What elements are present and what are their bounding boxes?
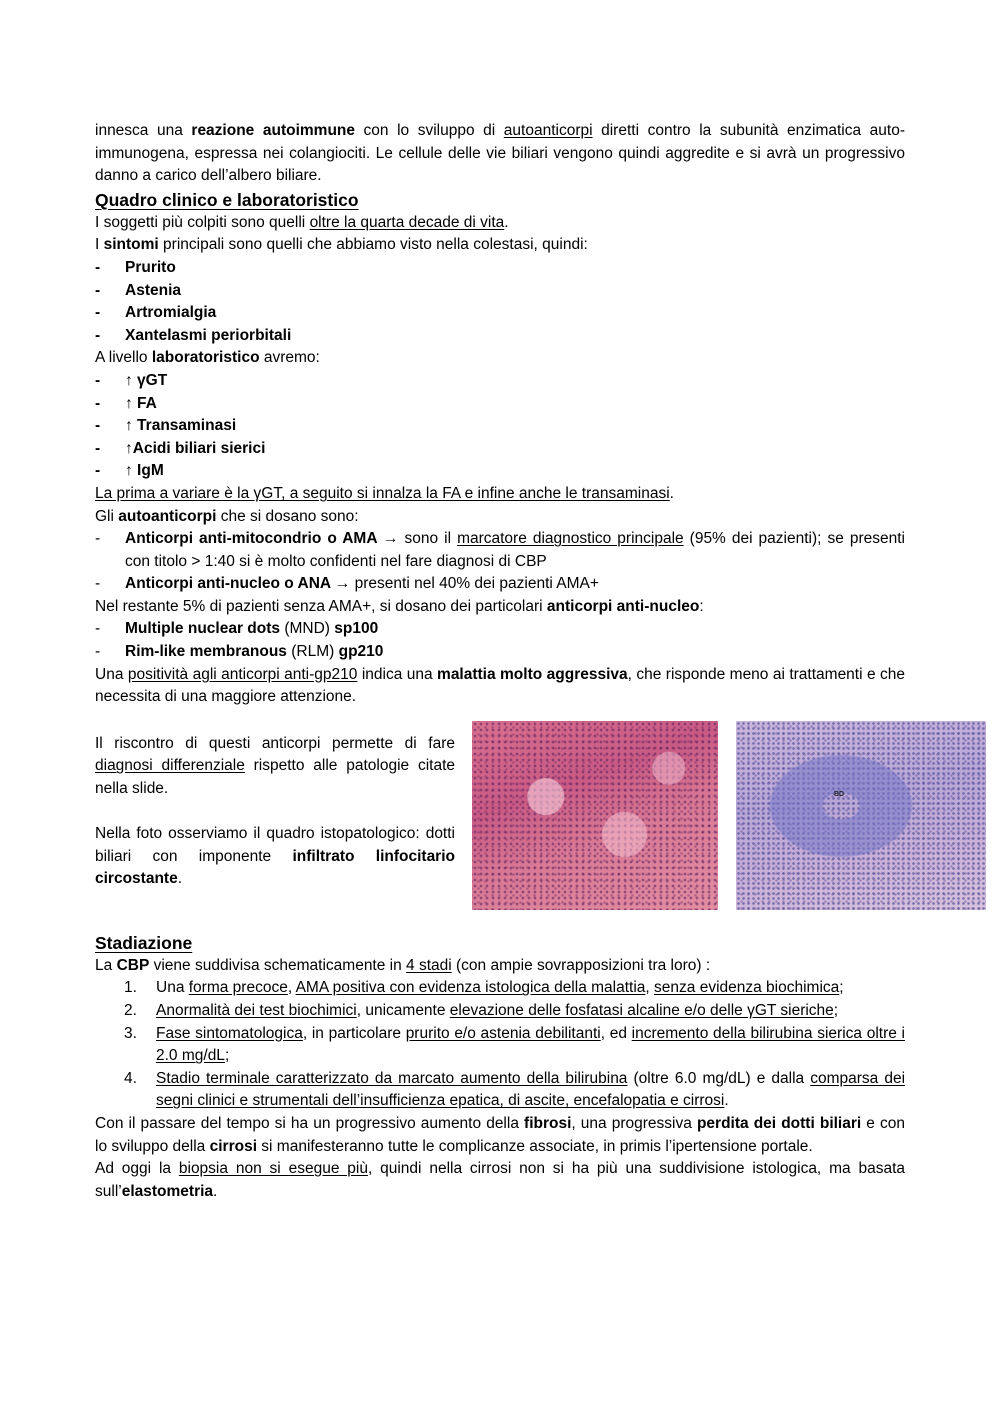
text: I soggetti più colpiti sono quelli	[95, 213, 310, 231]
text: , che risponde meno ai trattamenti e che necessita di una maggiore attenzione.	[95, 665, 906, 706]
list-number: 3.	[124, 1024, 137, 1042]
intro-paragraph	[95, 120, 905, 188]
anti-nucleo-list	[95, 618, 905, 663]
arrow-right-icon: →	[330, 575, 355, 593]
paragraph	[95, 664, 905, 709]
figure-caption	[95, 733, 455, 891]
list-item	[95, 528, 905, 573]
bold-text: malattia molto aggressiva	[437, 665, 628, 683]
paragraph	[95, 823, 455, 891]
bold-text: Multiple nuclear dots	[125, 620, 281, 638]
text: Con il passare del tempo si ha un progressivo aumento della	[95, 1115, 525, 1132]
text: Ad oggi la	[95, 1160, 179, 1178]
underlined-text: biopsia non si esegue più	[178, 1160, 368, 1178]
list-item	[95, 1068, 905, 1113]
underlined-text: Anormalità dei test biochimici	[156, 1002, 357, 1020]
text: , una progressiva	[571, 1115, 697, 1132]
list-item	[95, 977, 905, 1000]
underlined-text: forma precoce	[188, 979, 288, 997]
bile-duct-label: BD	[834, 790, 845, 798]
text: , quindi nella cirrosi non si ha più una suddivisione istologica, ma basata sull’	[95, 1160, 906, 1200]
bold-text: gp210	[338, 643, 384, 661]
text: e con lo sviluppo della	[95, 1115, 905, 1155]
list-item	[95, 573, 905, 596]
text: ,	[645, 979, 655, 997]
paragraph	[95, 955, 905, 978]
text: I	[95, 236, 104, 254]
underlined-text: diagnosi differenziale	[95, 757, 245, 775]
underlined-text: Stadio terminale caratterizzato da marcato aumento della bilirubina	[156, 1069, 628, 1087]
arrow-right-icon: →	[376, 530, 405, 548]
list-item: - ↑ IgM	[95, 460, 905, 483]
text: ,	[287, 979, 296, 997]
paragraph	[95, 212, 905, 235]
lab-list	[95, 370, 905, 483]
list-item: - ↑ Transaminasi	[95, 415, 905, 438]
text: .	[504, 213, 509, 231]
bold-text: Anticorpi anti-nucleo o ANA	[125, 575, 331, 593]
text: , ed	[600, 1024, 632, 1042]
list-number: 4.	[124, 1069, 137, 1087]
text: rispetto alle patologie citate nella slide.	[95, 757, 455, 798]
underlined-text: positività agli anticorpi anti-gp210	[127, 665, 358, 683]
list-item: - Astenia	[95, 280, 905, 303]
text: si manifesteranno tutte le complicanze associate, in primis l’ipertensione portale.	[257, 1137, 813, 1155]
text: Una	[95, 665, 128, 683]
text: (95% dei pazienti); se presenti con titolo > 1:40 si è molto confidenti nel fare diagnosi di CBP	[125, 530, 906, 570]
text: Gli	[95, 507, 119, 525]
text: Nella foto osserviamo il quadro istopatologico: dotti biliari con imponente	[95, 825, 455, 865]
bold-text: sintomi	[103, 236, 159, 254]
underlined-text: oltre la quarta decade di vita	[309, 213, 505, 231]
document-page	[95, 120, 905, 1203]
text: (RLM)	[286, 643, 339, 661]
bold-text: CBP	[116, 956, 150, 974]
intro-underline: autoanticorpi	[503, 122, 593, 139]
underlined-text: prurito e/o astenia debilitanti	[405, 1024, 601, 1042]
text: La	[95, 956, 117, 974]
paragraph	[95, 347, 905, 370]
list-item: - Xantelasmi periorbitali	[95, 325, 905, 348]
intro-bold: reazione autoimmune	[191, 122, 355, 139]
text: A livello	[95, 349, 152, 367]
bold-text: sp100	[334, 620, 379, 638]
text: ;	[833, 1002, 839, 1020]
list-item: - ↑ FA	[95, 393, 905, 416]
paragraph	[95, 483, 905, 506]
bold-text: Rim-like membranous	[125, 643, 287, 661]
bold-text: fibrosi	[524, 1115, 572, 1132]
text: ;	[839, 979, 844, 997]
text: , unicamente	[356, 1002, 450, 1020]
list-item: - ↑ γGT	[95, 370, 905, 393]
intro-text: diretti contro la subunità enzimatica auto-immunogena, espressa nei colangiociti. Le cellule delle vie biliari vengono quindi aggredite e si avrà un progressivo danno a carico dell’albero biliare.	[95, 122, 905, 185]
bold-text: infiltrato linfocitario circostante	[95, 847, 455, 888]
text: :	[699, 597, 704, 615]
paragraph	[95, 596, 905, 619]
bold-text: anticorpi anti-nucleo	[546, 597, 700, 615]
bold-text: cirrosi	[209, 1137, 257, 1155]
underlined-text: Fase sintomatologica	[156, 1024, 303, 1042]
text: Il riscontro di questi anticorpi permette di fare	[95, 734, 455, 752]
text: avremo:	[259, 349, 320, 367]
paragraph	[95, 234, 905, 257]
underlined-text: marcatore diagnostico principale	[457, 530, 684, 548]
paragraph	[95, 1113, 905, 1158]
text: Nel restante 5% di pazienti senza AMA+, si dosano dei particolari	[95, 597, 547, 615]
underlined-text: 4 stadi	[406, 956, 452, 974]
list-item: - Artromialgia	[95, 302, 905, 325]
list-item	[95, 641, 905, 664]
text: (oltre 6.0 mg/dL) e dalla	[627, 1069, 811, 1087]
text: indica una	[357, 665, 438, 683]
bold-text: elastometria	[121, 1182, 214, 1200]
list-item: - Prurito	[95, 257, 905, 280]
list-item	[95, 1000, 905, 1023]
text: .	[177, 870, 183, 888]
text: .	[669, 484, 674, 502]
section-heading-stadiazione: Stadiazione	[95, 932, 193, 953]
intro-text: con lo sviluppo di	[355, 122, 504, 139]
bold-text: autoanticorpi	[118, 507, 217, 525]
text: ;	[224, 1047, 230, 1065]
bold-text: laboratoristico	[151, 349, 260, 367]
underlined-text: La prima a variare è la γGT, a seguito si innalza la FA e infine anche le transaminasi	[95, 484, 670, 502]
underlined-text: comparsa dei segni clinici e strumentali dell’insufficienza epatica, di ascite, encefalopatia e cirrosi	[156, 1069, 906, 1110]
section-heading-quadro: Quadro clinico e laboratoristico	[95, 189, 359, 210]
list-item	[95, 1023, 905, 1068]
text: principali sono quelli che abbiamo visto nella colestasi, quindi:	[158, 236, 588, 254]
histology-image-purple	[736, 721, 986, 910]
underlined-text: incremento della bilirubina sierica oltre i 2.0 mg/dL	[156, 1024, 905, 1065]
text: Una	[156, 979, 189, 997]
text: .	[724, 1092, 729, 1110]
histology-image-pink	[472, 721, 718, 910]
figure-section	[95, 721, 905, 931]
bold-text: Anticorpi anti-mitocondrio o AMA	[125, 530, 377, 548]
underlined-text: senza evidenza biochimica	[654, 979, 840, 997]
underlined-text: elevazione delle fosfatasi alcaline e/o delle γGT sieriche	[449, 1002, 834, 1020]
bold-text: perdita dei dotti biliari	[696, 1115, 862, 1132]
text: sono il	[404, 530, 458, 548]
text: (MND)	[280, 620, 335, 638]
symptoms-list	[95, 257, 905, 347]
intro-text: innesca una	[95, 122, 192, 139]
text: (con ampie sovrapposizioni tra loro) :	[451, 956, 711, 974]
text: .	[213, 1182, 218, 1200]
text: che si dosano sono:	[216, 507, 359, 525]
text: , in particolare	[302, 1024, 406, 1042]
antibody-list	[95, 528, 905, 596]
underlined-text: AMA positiva con evidenza istologica della malattia	[295, 979, 646, 997]
list-item: - ↑Acidi biliari sierici	[95, 438, 905, 461]
paragraph	[95, 733, 455, 801]
list-item	[95, 618, 905, 641]
stages-list	[95, 977, 905, 1113]
text: viene suddivisa schematicamente in	[149, 956, 407, 974]
paragraph	[95, 1158, 905, 1203]
list-number: 2.	[124, 1002, 137, 1020]
list-number: 1.	[124, 979, 137, 997]
paragraph	[95, 506, 905, 529]
text: presenti nel 40% dei pazienti AMA+	[354, 575, 599, 593]
